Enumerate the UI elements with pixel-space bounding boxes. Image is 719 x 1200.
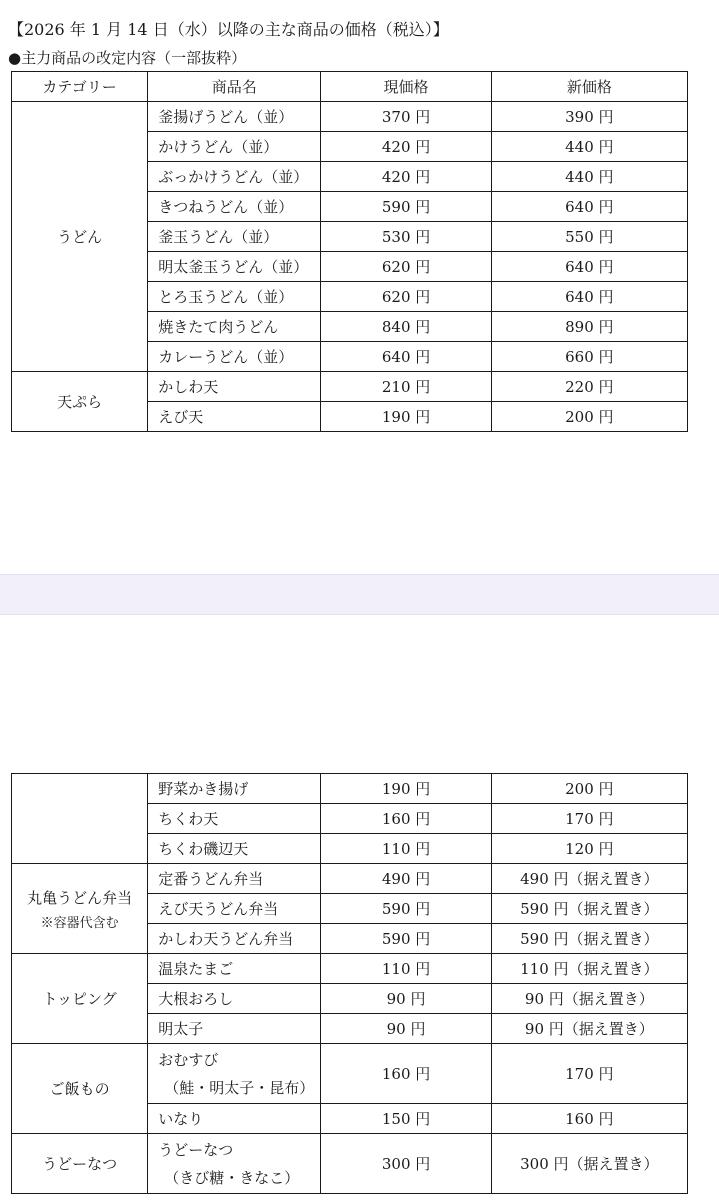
current-price: 420 円 bbox=[321, 132, 491, 162]
current-price: 620 円 bbox=[321, 252, 491, 282]
new-price: 640 円 bbox=[491, 282, 687, 312]
header-category: カテゴリー bbox=[12, 72, 148, 102]
item-name: きつねうどん（並） bbox=[148, 192, 321, 222]
new-price: 160 円 bbox=[491, 1104, 687, 1134]
category-tempura-continued bbox=[12, 774, 148, 864]
current-price: 110 円 bbox=[321, 954, 491, 984]
category-udon: うどん bbox=[12, 102, 148, 372]
item-name: 定番うどん弁当 bbox=[148, 864, 321, 894]
item-name: かしわ天うどん弁当 bbox=[148, 924, 321, 954]
document-title: 【2026 年 1 月 14 日（水）以降の主な商品の価格（税込）】 bbox=[8, 20, 449, 39]
item-name: 明太子 bbox=[148, 1014, 321, 1044]
table-row bbox=[12, 864, 688, 894]
category-topping: トッピング bbox=[12, 954, 148, 1044]
item-name: 明太釜玉うどん（並） bbox=[148, 252, 321, 282]
new-price: 640 円 bbox=[491, 252, 687, 282]
item-name: 温泉たまご bbox=[148, 954, 321, 984]
table-row bbox=[12, 774, 688, 804]
current-price: 110 円 bbox=[321, 834, 491, 864]
current-price: 590 円 bbox=[321, 192, 491, 222]
current-price: 190 円 bbox=[321, 402, 491, 432]
price-table-bottom bbox=[11, 773, 688, 1194]
category-tempura: 天ぷら bbox=[12, 372, 148, 432]
new-price: 890 円 bbox=[491, 312, 687, 342]
table-header-row bbox=[12, 72, 688, 102]
new-price: 220 円 bbox=[491, 372, 687, 402]
item-name: ちくわ天 bbox=[148, 804, 321, 834]
current-price: 160 円 bbox=[321, 804, 491, 834]
current-price: 210 円 bbox=[321, 372, 491, 402]
page-divider-band bbox=[0, 574, 719, 615]
category-bento bbox=[12, 864, 148, 954]
current-price: 300 円 bbox=[321, 1134, 491, 1194]
item-name-line2: （鮭・明太子・昆布） bbox=[164, 1078, 315, 1097]
table-row bbox=[12, 102, 688, 132]
item-name: えび天 bbox=[148, 402, 321, 432]
item-name: かしわ天 bbox=[148, 372, 321, 402]
table-row bbox=[12, 1044, 688, 1104]
new-price: 200 円 bbox=[491, 774, 687, 804]
item-name: 釜玉うどん（並） bbox=[148, 222, 321, 252]
current-price: 640 円 bbox=[321, 342, 491, 372]
item-name: いなり bbox=[148, 1104, 321, 1134]
new-price: 200 円 bbox=[491, 402, 687, 432]
item-name bbox=[148, 1044, 321, 1104]
current-price: 590 円 bbox=[321, 924, 491, 954]
current-price: 840 円 bbox=[321, 312, 491, 342]
category-donut: うどーなつ bbox=[12, 1134, 148, 1194]
new-price: 390 円 bbox=[491, 102, 687, 132]
category-bento-label: 丸亀うどん弁当 bbox=[27, 888, 133, 907]
item-name: 釜揚げうどん（並） bbox=[148, 102, 321, 132]
table-row bbox=[12, 372, 688, 402]
item-name: 野菜かき揚げ bbox=[148, 774, 321, 804]
item-name: ぶっかけうどん（並） bbox=[148, 162, 321, 192]
new-price: 90 円（据え置き） bbox=[491, 984, 687, 1014]
section-subtitle: ●主力商品の改定内容（一部抜粋） bbox=[8, 49, 247, 67]
item-name: かけうどん（並） bbox=[148, 132, 321, 162]
item-name-line2: （きび糖・きなこ） bbox=[164, 1168, 300, 1187]
new-price: 550 円 bbox=[491, 222, 687, 252]
new-price: 90 円（据え置き） bbox=[491, 1014, 687, 1044]
category-bento-note: ※容器代含む bbox=[40, 915, 119, 931]
item-name: 焼きたて肉うどん bbox=[148, 312, 321, 342]
current-price: 160 円 bbox=[321, 1044, 491, 1104]
header-new-price: 新価格 bbox=[491, 72, 687, 102]
table-row bbox=[12, 954, 688, 984]
current-price: 420 円 bbox=[321, 162, 491, 192]
item-name: 大根おろし bbox=[148, 984, 321, 1014]
current-price: 490 円 bbox=[321, 864, 491, 894]
new-price: 660 円 bbox=[491, 342, 687, 372]
item-name: えび天うどん弁当 bbox=[148, 894, 321, 924]
new-price: 170 円 bbox=[491, 804, 687, 834]
current-price: 590 円 bbox=[321, 894, 491, 924]
new-price: 590 円（据え置き） bbox=[491, 924, 687, 954]
current-price: 150 円 bbox=[321, 1104, 491, 1134]
item-name-line1: おむすび bbox=[158, 1050, 219, 1069]
item-name: とろ玉うどん（並） bbox=[148, 282, 321, 312]
new-price: 300 円（据え置き） bbox=[491, 1134, 687, 1194]
current-price: 90 円 bbox=[321, 984, 491, 1014]
category-rice: ご飯もの bbox=[12, 1044, 148, 1134]
new-price: 590 円（据え置き） bbox=[491, 894, 687, 924]
current-price: 620 円 bbox=[321, 282, 491, 312]
current-price: 190 円 bbox=[321, 774, 491, 804]
current-price: 530 円 bbox=[321, 222, 491, 252]
price-table-top bbox=[11, 71, 688, 432]
new-price: 440 円 bbox=[491, 162, 687, 192]
new-price: 170 円 bbox=[491, 1044, 687, 1104]
new-price: 440 円 bbox=[491, 132, 687, 162]
item-name: ちくわ磯辺天 bbox=[148, 834, 321, 864]
table-row bbox=[12, 1134, 688, 1194]
new-price: 110 円（据え置き） bbox=[491, 954, 687, 984]
current-price: 370 円 bbox=[321, 102, 491, 132]
header-name: 商品名 bbox=[148, 72, 321, 102]
new-price: 120 円 bbox=[491, 834, 687, 864]
header-current-price: 現価格 bbox=[321, 72, 491, 102]
item-name-line1: うどーなつ bbox=[158, 1140, 234, 1159]
item-name: カレーうどん（並） bbox=[148, 342, 321, 372]
current-price: 90 円 bbox=[321, 1014, 491, 1044]
new-price: 640 円 bbox=[491, 192, 687, 222]
new-price: 490 円（据え置き） bbox=[491, 864, 687, 894]
item-name bbox=[148, 1134, 321, 1194]
